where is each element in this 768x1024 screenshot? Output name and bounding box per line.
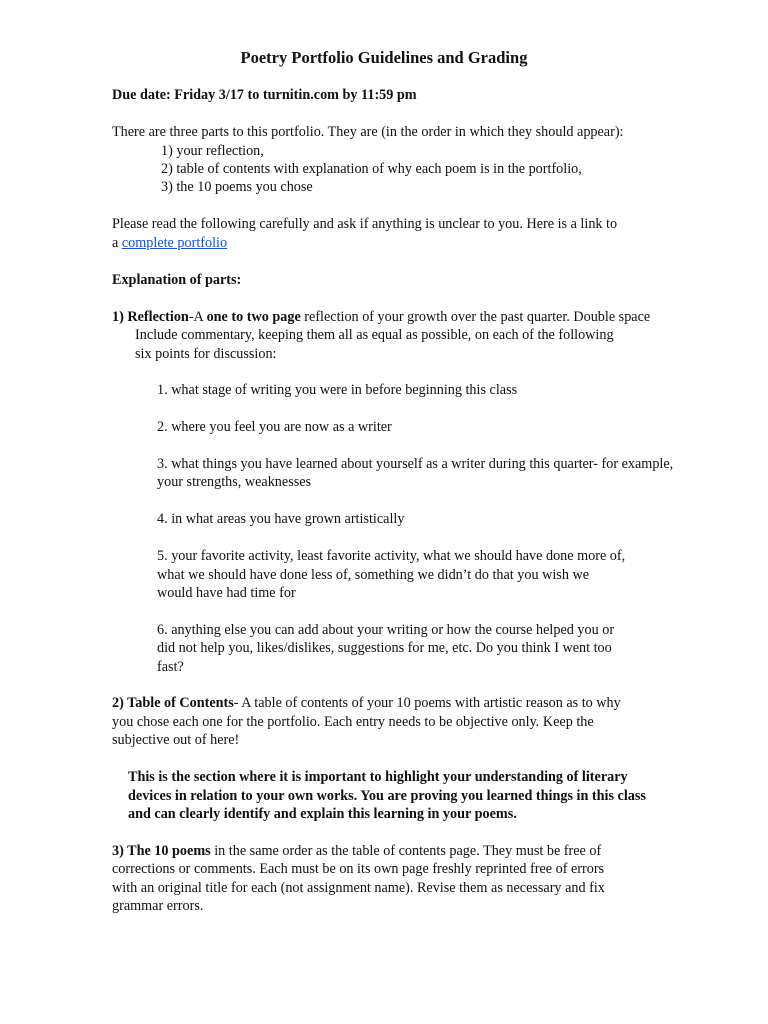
page-title: Poetry Portfolio Guidelines and Grading xyxy=(240,48,528,67)
reflection-point-6-line-2: did not help you, likes/dislikes, suggestions for me, etc. Do you think I went too xyxy=(157,640,612,656)
reflection-line-1 xyxy=(112,308,650,326)
toc-line-1 xyxy=(112,694,621,712)
reflection-point-2: 2. where you feel you are now as a writer xyxy=(157,419,392,435)
due-date: Due date: Friday 3/17 to turnitin.com by 11:59 pm xyxy=(112,87,417,103)
reflection-point-5-line-1: 5. your favorite activity, least favorite activity, what we should have done more of, xyxy=(157,548,626,564)
reflection-line-3: six points for discussion: xyxy=(135,346,277,362)
poems-line-2: corrections or comments. Each must be on its own page freshly reprinted free of errors xyxy=(112,861,605,877)
reflection-rest: reflection of your growth over the past quarter. Double space xyxy=(300,309,651,325)
reflection-point-6-line-1: 6. anything else you can add about your writing or how the course helped you or xyxy=(157,622,615,638)
reflection-point-3-line-1: 3. what things you have learned about yourself as a writer during this quarter- for example, xyxy=(157,456,674,472)
intro-part-2: 2) table of contents with explanation of why each poem is in the portfolio, xyxy=(161,161,582,177)
toc-line-2: you chose each one for the portfolio. Each entry needs to be objective only. Keep the xyxy=(112,714,594,730)
intro-part-3: 3) the 10 poems you chose xyxy=(161,179,313,195)
reflection-point-5-line-3: would have had time for xyxy=(157,585,296,601)
poems-line-3: with an original title for each (not assignment name). Revise them as necessary and fix xyxy=(112,880,605,896)
poems-line-4: grammar errors. xyxy=(112,898,204,914)
toc-emphasis-line-1: This is the section where it is important to highlight your understanding of literary xyxy=(128,769,628,785)
reflection-point-4: 4. in what areas you have grown artistically xyxy=(157,511,405,527)
reflection-label: 1) Reflection xyxy=(112,309,189,325)
reflection-point-3-line-2: your strengths, weaknesses xyxy=(157,474,312,490)
intro-part-1: 1) your reflection, xyxy=(161,143,264,159)
read-note-line-2 xyxy=(112,234,227,252)
toc-line-3: subjective out of here! xyxy=(112,732,240,748)
poems-line-1 xyxy=(112,842,601,860)
toc-rest: - A table of contents of your 10 poems with artistic reason as to why xyxy=(233,695,621,711)
intro-line: There are three parts to this portfolio. They are (in the order in which they should appear): xyxy=(112,124,624,140)
reflection-point-5-line-2: what we should have done less of, something we didn’t do that you wish we xyxy=(157,567,589,583)
reflection-line-2: Include commentary, keeping them all as equal as possible, on each of the following xyxy=(135,327,614,343)
reflection-length: one to two page xyxy=(206,309,301,325)
complete-portfolio-link[interactable]: complete portfolio xyxy=(121,235,228,251)
reflection-point-1: 1. what stage of writing you were in before beginning this class xyxy=(157,382,518,398)
explanation-heading: Explanation of parts: xyxy=(112,272,242,288)
reflection-point-6-line-3: fast? xyxy=(157,659,184,675)
poems-label: 3) The 10 poems xyxy=(112,843,211,859)
toc-label: 2) Table of Contents xyxy=(112,695,234,711)
poems-rest: in the same order as the table of contents page. They must be free of xyxy=(210,843,602,859)
reflection-dash: -A xyxy=(188,309,207,325)
toc-emphasis-line-2: devices in relation to your own works. You are proving you learned things in this class xyxy=(128,788,646,804)
read-note-prefix: a xyxy=(112,235,122,251)
read-note-line-1: Please read the following carefully and ask if anything is unclear to you. Here is a link to xyxy=(112,216,618,232)
toc-emphasis-line-3: and can clearly identify and explain this learning in your poems. xyxy=(128,806,517,822)
